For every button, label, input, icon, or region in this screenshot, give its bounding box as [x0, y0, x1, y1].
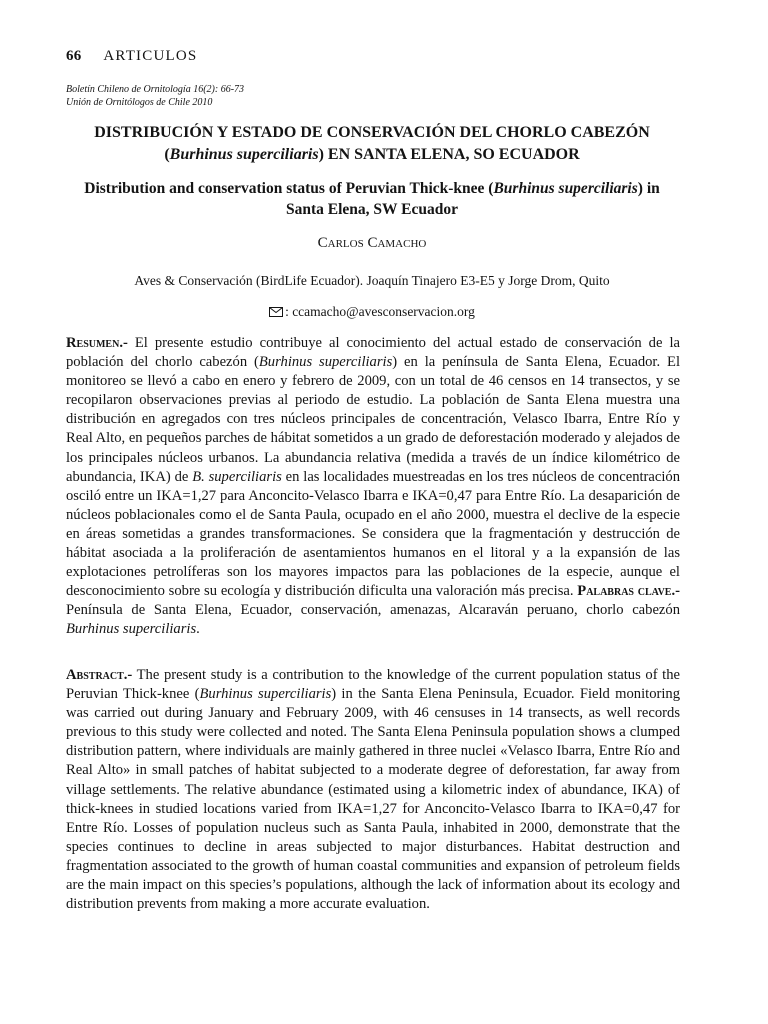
title-line-2 — [66, 144, 678, 166]
resumen-paragraph — [66, 334, 680, 640]
journal-publisher: Unión de Ornitólogos de Chile 2010 — [66, 97, 213, 108]
article-title — [66, 122, 678, 166]
keywords-text: Península de Santa Elena, Ecuador, conservación, amenazas, Alcaraván peruano, chorlo cabezón — [66, 602, 680, 619]
resumen-species-3: Burhinus superciliaris — [66, 621, 197, 638]
abstract-label: Abstract.- — [66, 667, 133, 683]
author-affiliation: Aves & Conservación (BirdLife Ecuador). Joaquín Tinajero E3-E5 y Jorge Drom, Quito — [134, 273, 610, 288]
envelope-icon — [269, 307, 283, 317]
resumen-label: Resumen.- — [66, 335, 128, 351]
english-title-part-2: ) in Santa Elena, SW Ecuador — [286, 180, 660, 218]
title-line-2-rest: ) EN SANTA ELENA, SO ECUADOR — [318, 146, 580, 163]
abstract-text-1: The present study is a contribution to the knowledge of the current population status of the Peruvian Thick-knee ( — [66, 667, 680, 703]
journal-citation: Boletín Chileno de Ornitología 16(2): 66-73 — [66, 84, 245, 95]
resumen-text-3: en las localidades muestreadas en los tres núcleos de concentración osciló entre un IKA=1,27 para Anconcito-Velasco Ibarra e IKA=0,47 para Entre Río. La desaparición de núcleos poblacionales como el de Santa Paula, ocupado en el año 2000, muestra el declive de la especie en áreas sometidas a grandes transformaciones. Se considera que la fragmentación y destrucción de hábitat asociada a la proliferación de asentamientos humanos en el litoral y a la expansión de las explotaciones petrolíferas son los mayores impactos para las poblaciones de la especie, aunque el desconocimiento sobre su ecología y distribución dificulta una valoración más precisa. — [66, 468, 681, 600]
title-open-paren: ( — [164, 146, 170, 163]
title-species: Burhinus superciliaris — [169, 146, 319, 163]
resumen-species-2: B. superciliaris — [192, 468, 282, 485]
abstract-text-2: ) in the Santa Elena Peninsula, Ecuador. Field monitoring was carried out during January and February 2009, with 46 censuses in 14 transects, as well records previous to this study were collected and noted. The Santa Elena Peninsula population shows a clumped distribution pattern, where individuals are mainly gathered in three nuclei «Velasco Ibarra, Entre Río and Real Alto» in small patches of habitat subjected to a moderate degree of deforestation, far away from village settlements. The relative abundance (estimated using a kilometric index of abundance, IKA) of thick-knees in studied locations varied from IKA=1,27 for Anconcito-Velasco Ibarra to IKA=0,47 for Entre Río. Losses of population nucleus such as Santa Paula, inhabited in 2000, demonstrate that the species continues to decline in areas subjected to major disturbances. Habitat destruction and fragmentation associated to the growth of human coastal communities and expansion of petroleum fields are the main impact on this species’s populations, although the lack of information about its ecology and distribution prevents from making a more accurate evaluation. — [66, 686, 680, 913]
page-number: 66 — [66, 48, 82, 64]
keywords-label: Palabras clave.- — [577, 583, 680, 600]
resumen-text-2: ) en la península de Santa Elena, Ecuador. El monitoreo se llevó a cabo en enero y febrero de 2009, con un total de 46 censos en 14 transectos, y se recopilaron observaciones previas al periodo de estudio. La población de Santa Elena muestra una distribución en agregados con tres núcleos principales de concentración, Velasco Ibarra, Entre Río y Real Alto, en pequeños parches de hábitat sometidos a un grado de deforestación moderado y alejados de los principales núcleos urbanos. La abundancia relativa (medida a través de un índice kilométrico de abundancia, IKA) de — [66, 354, 680, 485]
author-email — [66, 304, 678, 320]
english-title-part-1: Distribution and conservation status of Peruvian Thick-knee ( — [84, 180, 494, 197]
email-address: : ccamacho@avesconservacion.org — [285, 304, 475, 319]
abstract-species: Burhinus superciliaris — [199, 686, 332, 703]
abstract-paragraph — [66, 666, 680, 914]
section-name: ARTICULOS — [103, 48, 198, 64]
running-header — [66, 48, 197, 65]
english-title — [66, 178, 678, 220]
journal-info — [66, 83, 244, 109]
resumen-text-1: El presente estudio contribuye al conocimiento del actual estado de conservación de la población del chorlo cabezón ( — [66, 335, 680, 371]
title-line-1: DISTRIBUCIÓN Y ESTADO DE CONSERVACIÓN DEL CHORLO CABEZÓN — [94, 124, 650, 141]
resumen-species-1: Burhinus superciliaris — [258, 354, 393, 371]
author-name: Carlos Camacho — [317, 235, 427, 251]
resumen-end: . — [196, 621, 200, 638]
english-title-species: Burhinus superciliaris — [493, 180, 638, 197]
